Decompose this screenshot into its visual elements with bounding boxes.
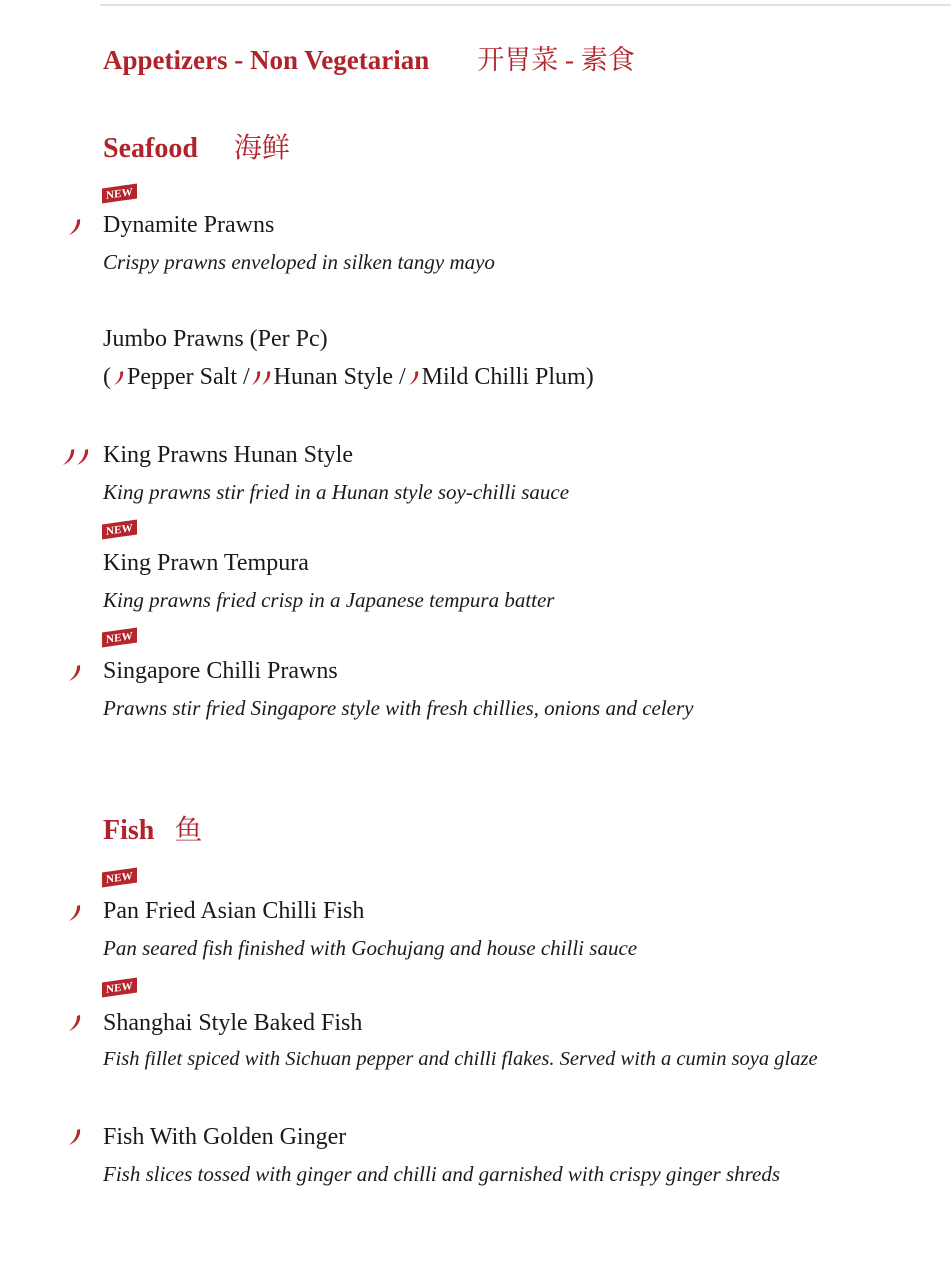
item-desc: Fish fillet spiced with Sichuan pepper and chilli flakes. Served with a cumin soya glaze xyxy=(103,1048,818,1070)
chilli-icon xyxy=(64,902,86,924)
item-desc: King prawns stir fried in a Hunan style soy-chilli sauce xyxy=(103,480,570,504)
new-badge: NEW xyxy=(102,868,137,888)
double-chilli-icon xyxy=(60,446,94,468)
item-name: Dynamite Prawns xyxy=(103,212,275,238)
item-desc: Prawns stir fried Singapore style with fresh chillies, onions and celery xyxy=(103,696,694,720)
new-badge: NEW xyxy=(102,978,137,998)
section-title-cn: 开胃菜 - 素食 xyxy=(477,45,635,75)
item-name: Pan Fried Asian Chilli Fish xyxy=(103,898,365,924)
item-desc: Fish slices tossed with ginger and chilli and garnished with crispy ginger shreds xyxy=(103,1162,781,1186)
chilli-icon xyxy=(406,369,422,387)
chilli-icon xyxy=(64,662,86,684)
chilli-icon xyxy=(64,216,86,238)
item-name: Fish With Golden Ginger xyxy=(103,1124,347,1150)
chilli-icon xyxy=(64,1012,86,1034)
section-title: Appetizers - Non Vegetarian 开胃菜 - 素食 xyxy=(103,45,635,75)
item-name: Shanghai Style Baked Fish xyxy=(103,1010,363,1036)
top-divider xyxy=(100,4,951,6)
item-name: Jumbo Prawns (Per Pc) xyxy=(103,326,328,352)
category-title-fish-cn: 鱼 xyxy=(174,815,203,846)
item-name: King Prawn Tempura xyxy=(103,550,309,576)
new-badge: NEW xyxy=(102,184,137,204)
category-title-seafood-cn: 海鲜 xyxy=(233,133,290,164)
item-desc: Crispy prawns enveloped in silken tangy mayo xyxy=(103,250,495,274)
item-options: ( Pepper Salt / Hunan Style / Mild Chilli Plum) xyxy=(103,364,594,390)
item-desc: Pan seared fish finished with Gochujang and house chilli sauce xyxy=(103,936,638,960)
category-title-fish: Fish 鱼 xyxy=(103,815,203,846)
item-desc: King prawns fried crisp in a Japanese tempura batter xyxy=(103,588,555,612)
new-badge: NEW xyxy=(102,628,137,648)
new-badge: NEW xyxy=(102,520,137,540)
category-title-seafood: Seafood 海鲜 xyxy=(103,133,290,164)
chilli-icon xyxy=(111,369,127,387)
chilli-icon xyxy=(64,1126,86,1148)
double-chilli-icon xyxy=(250,369,274,387)
item-name: Singapore Chilli Prawns xyxy=(103,658,338,684)
item-name: King Prawns Hunan Style xyxy=(103,442,353,468)
